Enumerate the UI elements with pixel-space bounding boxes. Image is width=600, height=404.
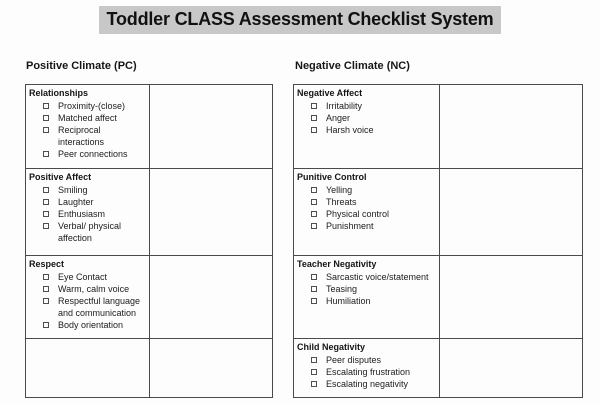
checklist-item-label: Warm, calm voice	[58, 284, 130, 294]
negative-climate-table	[293, 84, 583, 398]
checklist-item-label: Humiliation	[326, 296, 371, 306]
checklist-item	[297, 124, 437, 136]
notes-cell	[150, 339, 272, 397]
checklist-item	[29, 148, 147, 160]
notes-cell	[150, 85, 272, 169]
checklist-item-label: Anger	[326, 113, 351, 123]
notes-cell	[440, 256, 582, 339]
checkbox[interactable]	[43, 115, 49, 121]
notes-cell	[440, 85, 582, 169]
checkbox[interactable]	[311, 127, 317, 133]
checklist-item	[297, 100, 437, 112]
checkbox[interactable]	[43, 322, 49, 328]
checkbox[interactable]	[43, 211, 49, 217]
checklist-item	[297, 295, 437, 307]
checklist-item	[297, 378, 437, 390]
checkbox[interactable]	[43, 127, 49, 133]
checklist-item	[29, 100, 147, 112]
category-label: Child Negativity	[297, 342, 366, 352]
checklist-item-label: Peer connections	[58, 149, 128, 159]
checkbox[interactable]	[311, 199, 317, 205]
checklist-cell	[26, 339, 150, 397]
checklist-item-label: Yelling	[326, 185, 353, 195]
category-label: Punitive Control	[297, 172, 367, 182]
checkbox[interactable]	[311, 298, 317, 304]
checklist-item-label: Escalating negativity	[326, 379, 409, 389]
checkbox[interactable]	[43, 151, 49, 157]
checklist-item	[297, 196, 437, 208]
checklist-item	[29, 208, 147, 220]
negative-climate-header: Negative Climate (NC)	[295, 60, 410, 72]
checkbox[interactable]	[43, 274, 49, 280]
checklist-item-label: Physical control	[326, 209, 390, 219]
checklist-item	[297, 208, 437, 220]
checklist-item	[297, 366, 437, 378]
checkbox[interactable]	[311, 274, 317, 280]
checklist-item-label: Proximity-(close)	[58, 101, 126, 111]
checklist-cell	[294, 256, 440, 339]
checkbox[interactable]	[311, 369, 317, 375]
checklist-cell	[26, 85, 150, 169]
checklist-item-label: Peer disputes	[326, 355, 382, 365]
checklist-item-label: Reciprocal interactions	[58, 125, 105, 147]
checklist-item	[297, 112, 437, 124]
checklist-cell	[26, 169, 150, 256]
checklist-item-label: Verbal/ physical affection	[58, 221, 122, 243]
notes-cell	[150, 256, 272, 339]
checkbox[interactable]	[311, 357, 317, 363]
checklist-item	[29, 283, 147, 295]
checklist-item-label: Body orientation	[58, 320, 124, 330]
checklist-item	[29, 124, 147, 148]
checkbox[interactable]	[43, 286, 49, 292]
checklist-item	[297, 220, 437, 232]
checklist-item	[29, 271, 147, 283]
positive-climate-header: Positive Climate (PC)	[26, 60, 137, 72]
checklist-cell	[294, 339, 440, 397]
checklist-item	[29, 295, 147, 319]
checklist-item	[297, 354, 437, 366]
page-title: Toddler CLASS Assessment Checklist System	[99, 6, 502, 34]
notes-cell	[440, 339, 582, 397]
checklist-item-label: Sarcastic voice/statement	[326, 272, 429, 282]
checklist-item-label: Enthusiasm	[58, 209, 106, 219]
category-label: Positive Affect	[29, 172, 92, 182]
checkbox[interactable]	[43, 298, 49, 304]
checklist-item-label: Harsh voice	[326, 125, 374, 135]
category-label: Negative Affect	[297, 88, 363, 98]
category-label: Respect	[29, 259, 65, 269]
notes-cell	[440, 169, 582, 256]
checklist-item	[29, 112, 147, 124]
checklist-item-label: Matched affect	[58, 113, 117, 123]
checklist-item-label: Irritability	[326, 101, 363, 111]
checklist-cell	[294, 85, 440, 169]
checkbox[interactable]	[311, 381, 317, 387]
checkbox[interactable]	[311, 187, 317, 193]
checklist-item-label: Teasing	[326, 284, 358, 294]
checklist-item	[297, 283, 437, 295]
category-label: Teacher Negativity	[297, 259, 377, 269]
title-bar	[0, 6, 600, 34]
positive-climate-table	[25, 84, 273, 398]
checkbox[interactable]	[43, 187, 49, 193]
checkbox[interactable]	[43, 103, 49, 109]
checklist-item-label: Escalating frustration	[326, 367, 411, 377]
checklist-item	[29, 196, 147, 208]
checklist-item	[297, 184, 437, 196]
checkbox[interactable]	[311, 223, 317, 229]
checklist-item	[29, 319, 147, 331]
checklist-item	[29, 220, 147, 244]
checklist-cell	[26, 256, 150, 339]
checklist-item-label: Punishment	[326, 221, 374, 231]
checklist-item-label: Threats	[326, 197, 357, 207]
checkbox[interactable]	[311, 286, 317, 292]
notes-cell	[150, 169, 272, 256]
checklist-cell	[294, 169, 440, 256]
checkbox[interactable]	[311, 103, 317, 109]
category-label: Relationships	[29, 88, 89, 98]
checkbox[interactable]	[311, 211, 317, 217]
checkbox[interactable]	[43, 223, 49, 229]
checklist-item-label: Laughter	[58, 197, 94, 207]
checkbox[interactable]	[311, 115, 317, 121]
checklist-item-label: Respectful language and communication	[58, 296, 141, 318]
checklist-item	[29, 184, 147, 196]
checklist-item-label: Eye Contact	[58, 272, 108, 282]
checklist-item-label: Smiling	[58, 185, 88, 195]
checkbox[interactable]	[43, 199, 49, 205]
checklist-item	[297, 271, 437, 283]
